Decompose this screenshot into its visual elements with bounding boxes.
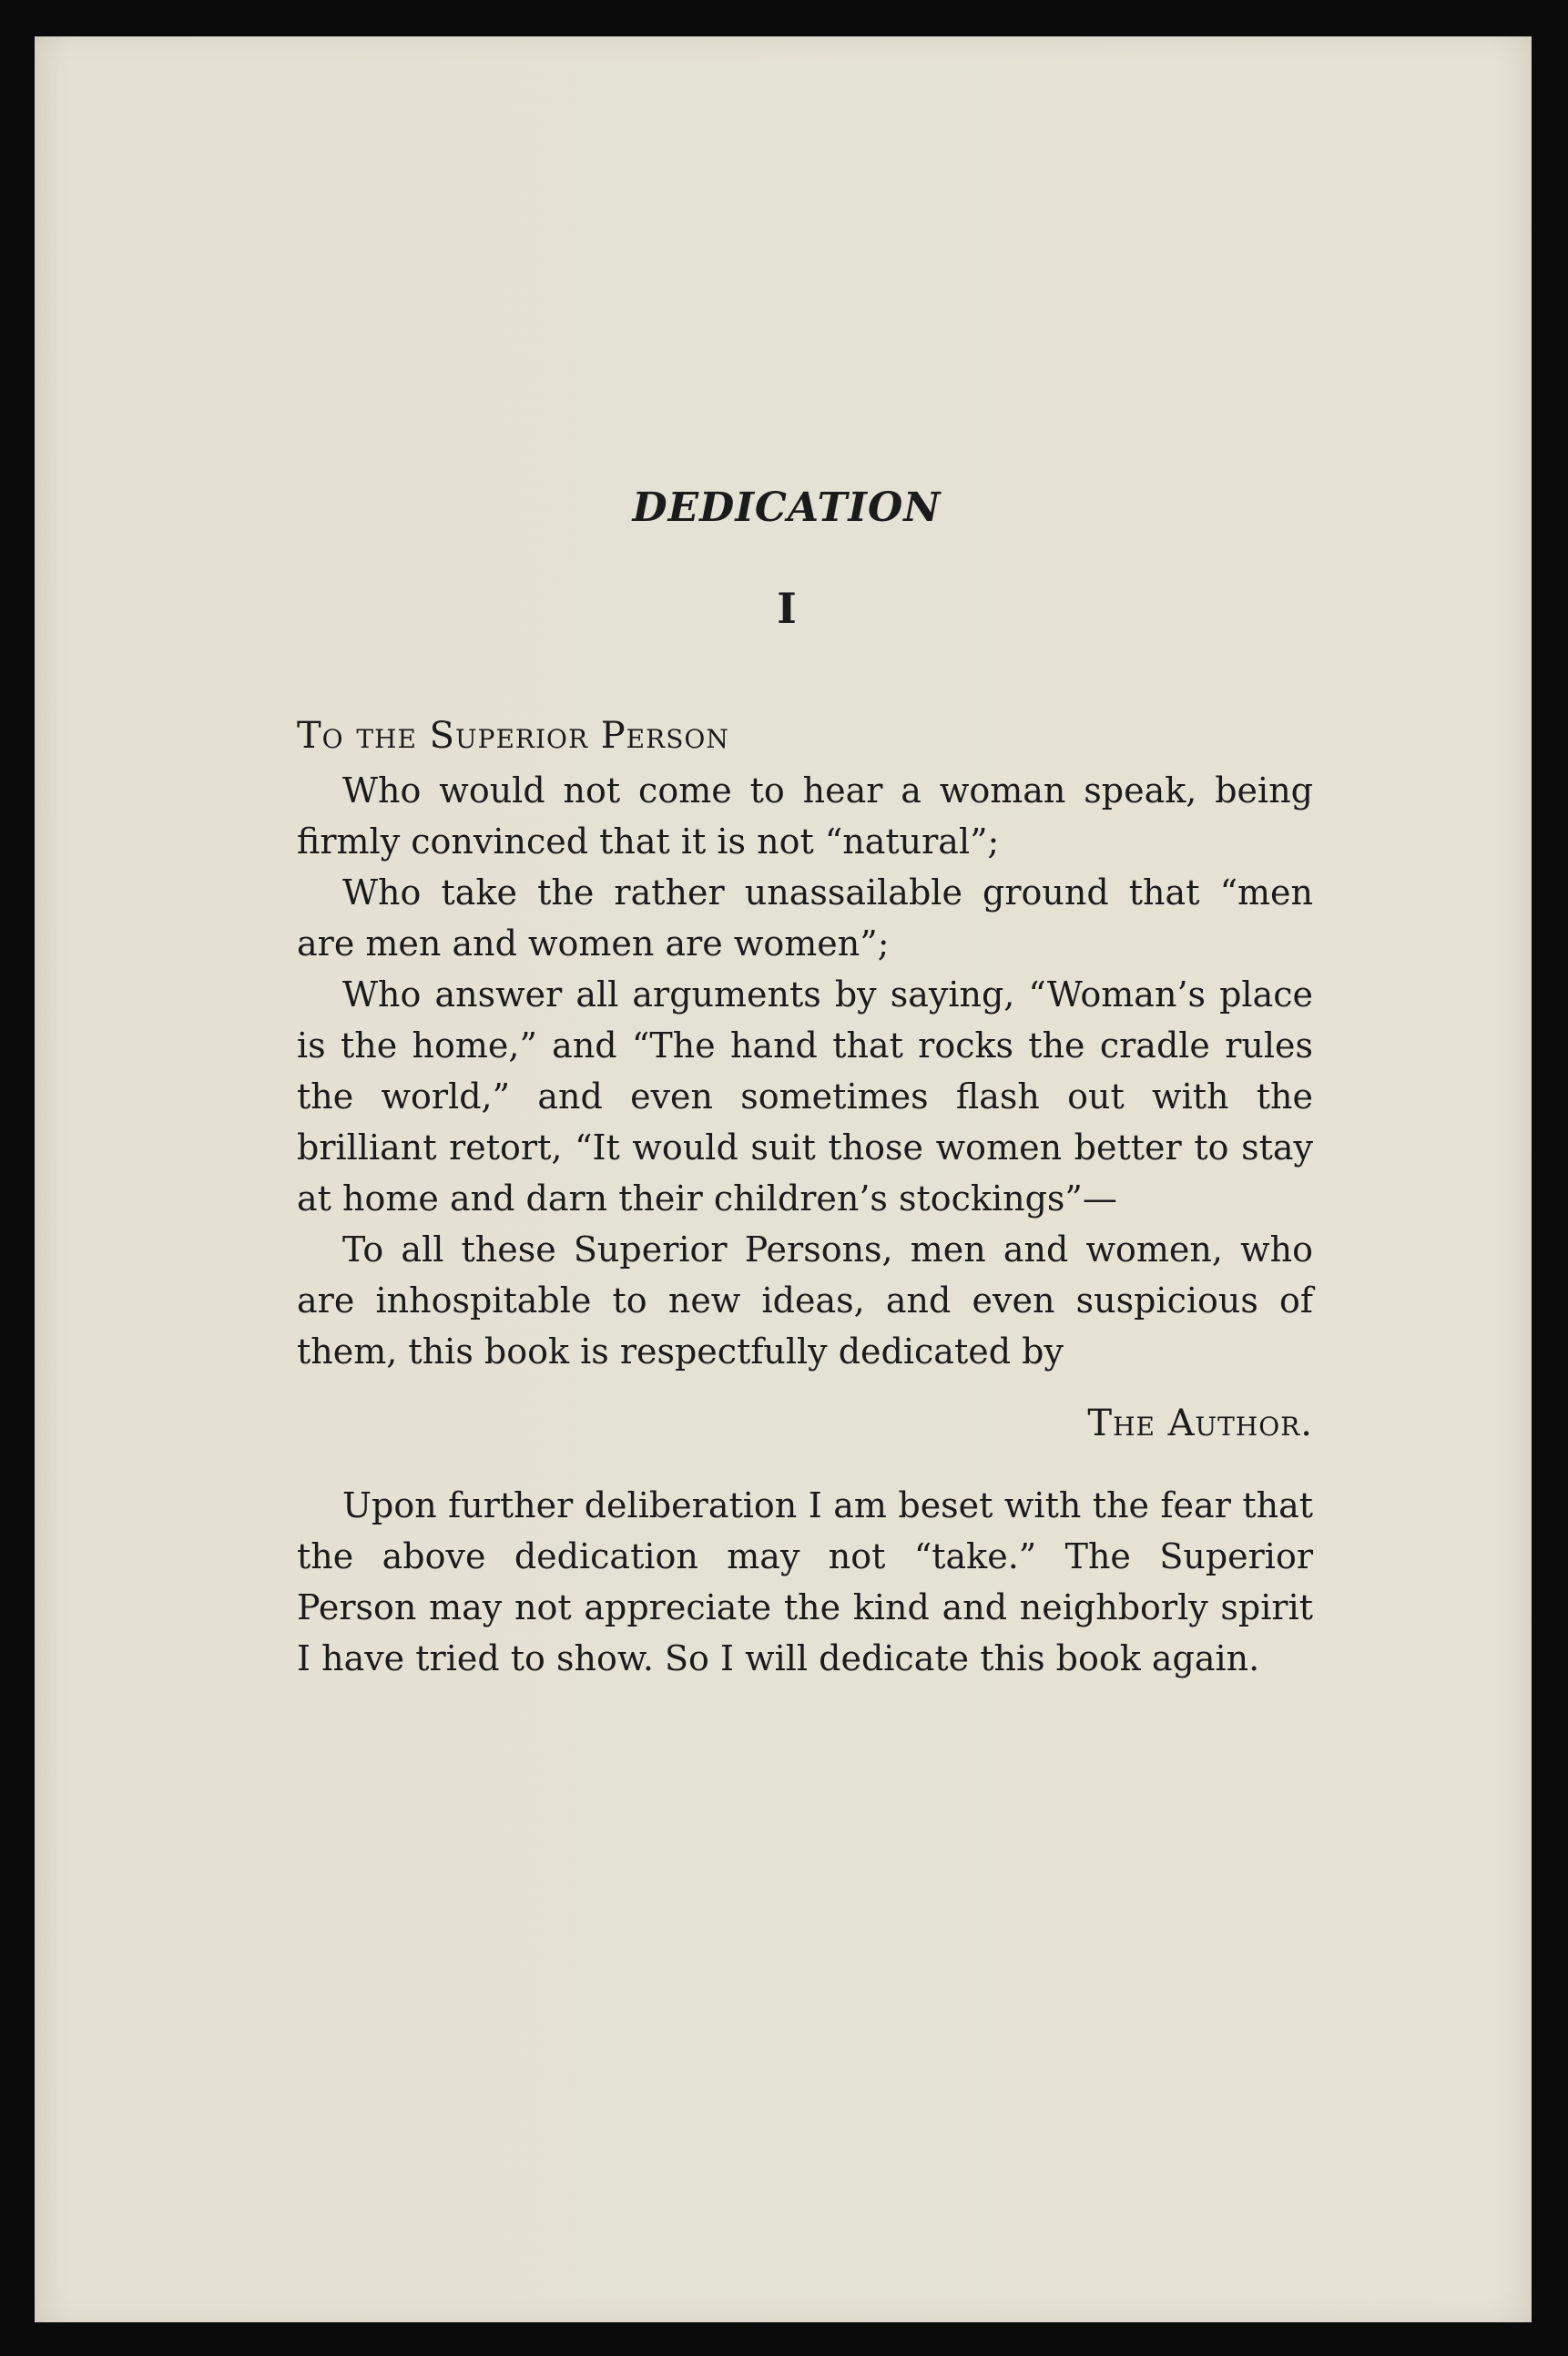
book-page	[35, 36, 1532, 2322]
paragraph: Who would not come to hear a woman speak, being firmly convinced that it is not “natural”;	[297, 770, 1313, 862]
paragraph: Who take the rather unassailable ground that “men are men and women are women”;	[297, 872, 1313, 964]
afterword-paragraph: Upon further deliberation I am beset with the fear that the above dedication may not “take.” The Superior Person may not appreciate the kind and neighborly spirit I have tried to show. So I will dedicate this book again.	[297, 1485, 1313, 1678]
paragraph: Who answer all arguments by saying, “Woman’s place is the home,” and “The hand that rocks the cradle rules the world,” and even sometimes flash out with the brilliant retort, “It would suit those women better to stay at home and darn their children’s stockings”—	[297, 974, 1313, 1219]
section-numeral: I	[777, 584, 797, 633]
dedication-body	[297, 765, 1313, 1377]
page-title: DEDICATION	[632, 484, 942, 531]
salutation: To the Superior Person	[297, 715, 729, 757]
afterword	[297, 1480, 1313, 1684]
paragraph: To all these Superior Persons, men and women, who are inhospitable to new ideas, and even suspicious of them, this book is respectfully dedicated by	[297, 1229, 1313, 1372]
author-signature: The Author.	[1087, 1402, 1313, 1444]
